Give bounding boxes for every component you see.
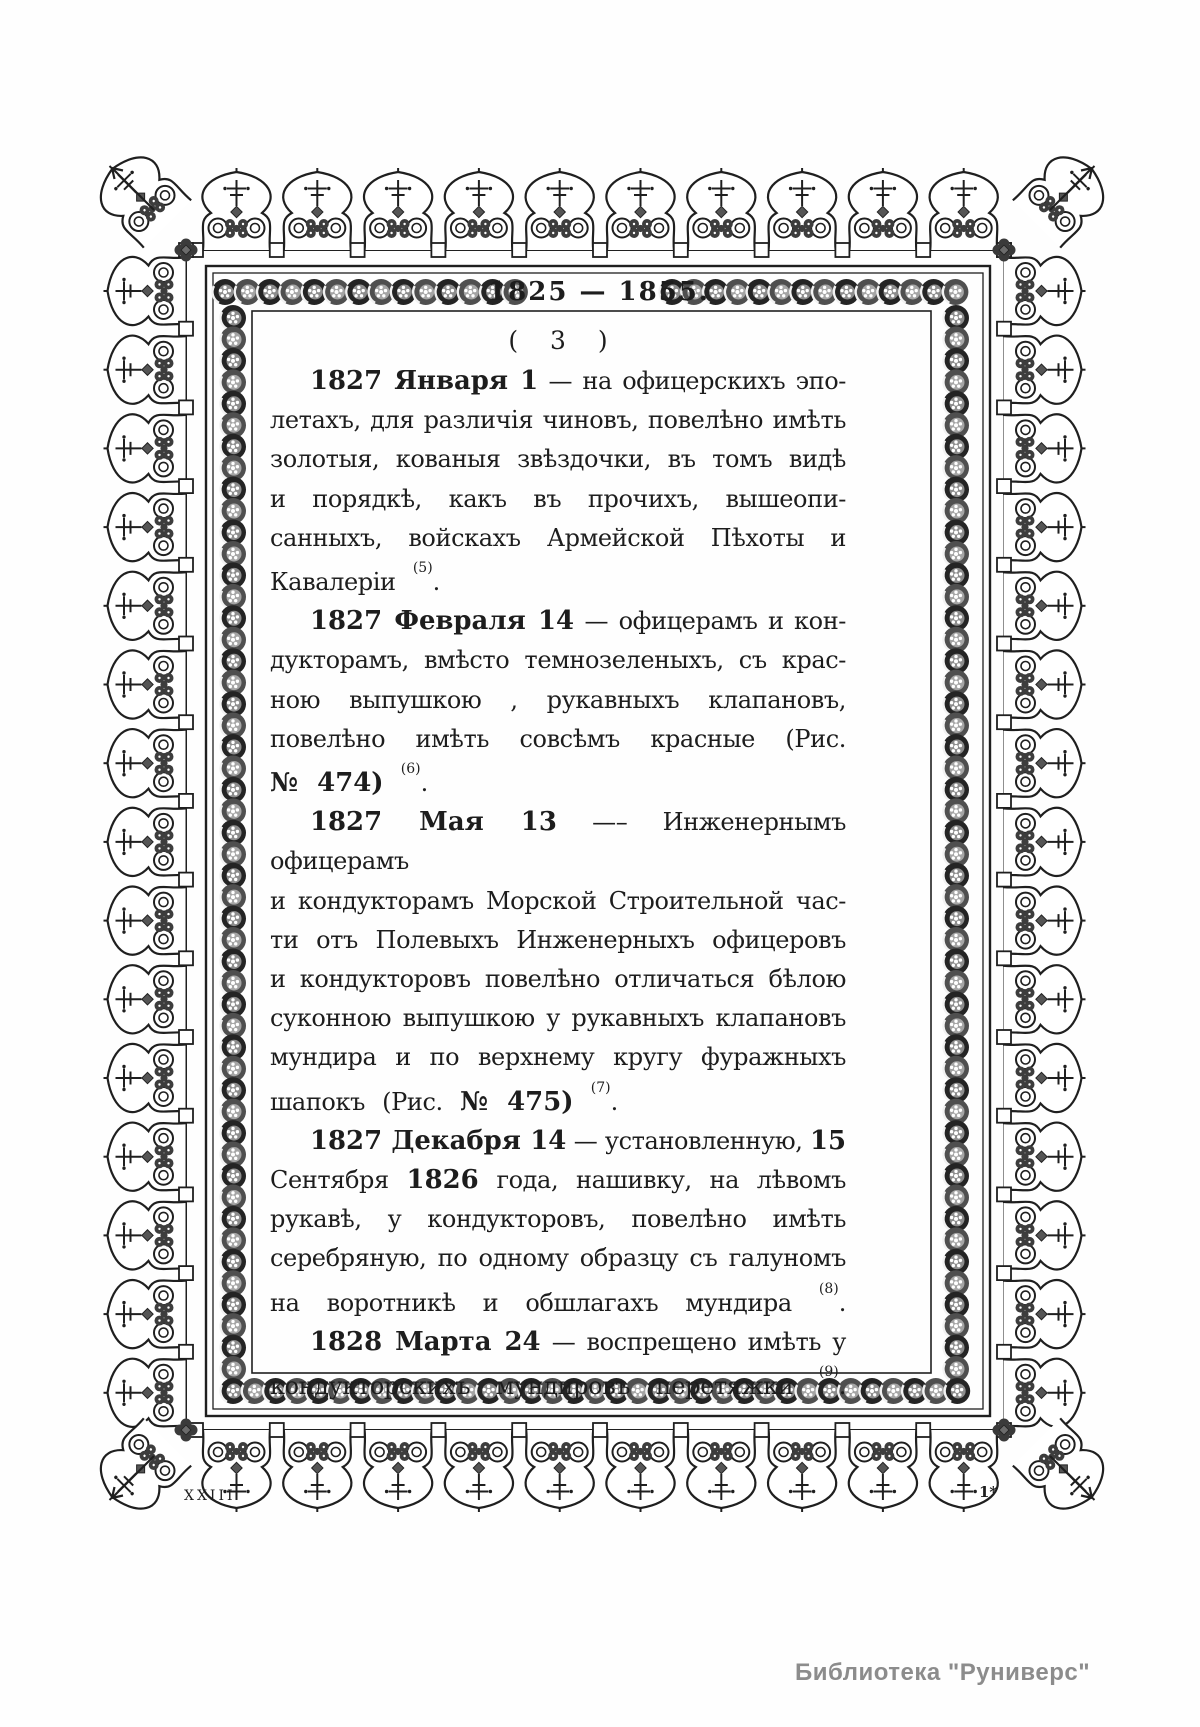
crenel-square [674,1423,688,1437]
palmette-motif-top [687,168,755,250]
crenel-square [179,794,193,808]
crenel-square [270,1423,284,1437]
header-year-range: 1825 — 1855. [488,277,710,307]
crenel-square [179,1345,193,1359]
palmette-motif-bottom [445,1430,513,1512]
palmette-motif-right [1004,493,1086,561]
crenel-square [997,479,1011,493]
palmette-motif-left [104,572,186,640]
palmette-motif-top [364,168,432,250]
palmette-motif-top [768,168,836,250]
crenel-square [270,243,284,257]
palmette-motif-right [1004,1280,1086,1348]
crenel-square [512,243,526,257]
text-line: мундира и по верхнему кругу фуражныхъ [270,1043,846,1072]
crenel-square [431,1423,445,1437]
text-line: на воротникѣ и обшлагахъ мундира $^{(8)}$. [270,1280,846,1317]
text-line: и кондукторамъ Морской Строительной час- [270,886,846,915]
palmette-motif-left [104,965,186,1033]
palmette-motif-right [1004,336,1086,404]
crenel-square [179,951,193,965]
rosette-stamp [944,1378,970,1404]
runivers-watermark: Библиотека "Руниверс" [795,1659,1091,1686]
text-line: серебряную, по одному образцу съ галуномъ [270,1244,846,1273]
text-line: ти отъ Полевыхъ Инженерныхъ офицеровъ [270,925,846,954]
crenel-square [179,1109,193,1123]
text-line: шапокъ (Рис. № 475) $^{(7)}$. [270,1079,618,1117]
text-line: Сентября 1826 года, нашивку, на лѣвомъ [270,1165,846,1196]
palmette-motif-left [104,1201,186,1269]
palmette-motif-left [104,650,186,718]
crenel-square [179,1030,193,1044]
text-line: 1827 Декабря 14 — установленную, 15 [310,1125,846,1156]
crenel-square [179,1187,193,1201]
palmette-motif-right [1004,729,1086,797]
text-line: ною выпушкою , рукавныхъ клапановъ, [270,685,846,714]
crenel-square [916,1423,930,1437]
text-line: суконною выпушкою у рукавныхъ клапановъ [270,1004,846,1033]
palmette-motif-left [104,1280,186,1348]
palmette-motif-bottom [849,1430,917,1512]
palmette-motif-bottom [283,1430,351,1512]
palmette-motif-top [849,168,917,250]
palmette-motif-right [1004,1044,1086,1112]
crenel-square [593,243,607,257]
palmette-motif-left [104,729,186,797]
crenel-square [179,322,193,336]
signature-mark-right: 1* [979,1483,998,1501]
crenel-square [835,243,849,257]
crenel-square [431,243,445,257]
text-line: 1827 Января 1 — на офицерскихъ эпо- [310,366,846,396]
palmette-motif-top [283,168,351,250]
leaf-arrow-corner [1012,1418,1118,1524]
palmette-motif-right [1004,414,1086,482]
text-line: повелѣно имѣть совсѣмъ красные (Рис. [270,724,846,753]
crenel-square [179,558,193,572]
leaf-arrow-corner [85,1418,191,1524]
palmette-motif-right [1004,1201,1086,1269]
text-line: дукторамъ, вмѣсто темнозеленыхъ, съ крас- [270,646,846,675]
text-line: золотыя, кованыя звѣздочки, въ томъ видѣ [270,445,846,474]
palmette-motif-right [1004,650,1086,718]
crenel-square [997,400,1011,414]
signature-mark-left: XXIII [184,1488,236,1504]
crenel-square [179,1266,193,1280]
text-line: 1827 Мая 13 —– Инженернымъ офицерамъ [270,807,846,876]
crenel-square [179,400,193,414]
palmette-motif-left [104,414,186,482]
crenel-square [179,479,193,493]
crenel-square [997,637,1011,651]
text-line: № 474) $^{(6)}$. [270,761,428,799]
palmette-motif-right [1004,965,1086,1033]
palmette-motif-top [526,168,594,250]
palmette-motif-bottom [768,1430,836,1512]
palmette-motif-right [1004,886,1086,954]
text-line: кондукторскихъ мундировъ перетяжки $^{(9)}$. [270,1364,846,1401]
palmette-motif-right [1004,1359,1086,1427]
palmette-motif-left [104,336,186,404]
crenel-square [997,1187,1011,1201]
crenel-square [916,243,930,257]
palmette-motif-bottom [687,1430,755,1512]
palmette-motif-right [1004,572,1086,640]
rosette-stamp [942,279,968,305]
text-line: и порядкѣ, какъ въ прочихъ, вышеопи- [270,484,846,513]
text-line: рукавѣ, у кондукторовъ, повелѣно имѣть [270,1205,846,1234]
text-line: и кондукторовъ повелѣно отличаться бѣлою [270,965,846,994]
crenel-square [835,1423,849,1437]
palmette-motif-right [1004,808,1086,876]
palmette-motif-left [104,808,186,876]
palmette-motif-left [104,1123,186,1191]
palmette-motif-left [104,257,186,325]
text-line: летахъ, для различія чиновъ, повелѣно имѣть [270,406,846,435]
crenel-square [997,1109,1011,1123]
palmette-motif-top [930,168,998,250]
crenel-square [512,1423,526,1437]
crenel-square [674,243,688,257]
palmette-motif-bottom [364,1430,432,1512]
crenel-square [997,1030,1011,1044]
leaf-arrow-corner [1012,142,1118,248]
crenel-square [179,637,193,651]
text-line: санныхъ, войскахъ Армейской Пѣхоты и [270,523,846,552]
crenel-square [351,243,365,257]
crenel-square [755,1423,769,1437]
palmette-motif-top [445,168,513,250]
crenel-square [997,951,1011,965]
page-number: ( 3 ) [508,326,608,355]
palmette-motif-left [104,1044,186,1112]
crenel-square [179,715,193,729]
palmette-motif-left [104,1359,186,1427]
crenel-square [997,558,1011,572]
crenel-square [997,1345,1011,1359]
crenel-square [179,873,193,887]
leaf-arrow-corner [85,142,191,248]
palmette-motif-left [104,493,186,561]
text-line: Кавалеріи $^{(5)}$. [270,560,440,597]
crenel-square [755,243,769,257]
crenel-square [351,1423,365,1437]
palmette-motif-top [202,168,270,250]
crenel-square [997,1266,1011,1280]
crenel-square [997,794,1011,808]
crenel-square [997,873,1011,887]
crenel-square [997,715,1011,729]
body-text [270,362,846,1406]
crenel-square [593,1423,607,1437]
palmette-motif-bottom [526,1430,594,1512]
text-line: 1828 Марта 24 — воспрещено имѣть у [310,1326,846,1357]
text-line: 1827 Февраля 14 — офицерамъ и кон- [310,606,846,637]
palmette-motif-top [606,168,674,250]
crenel-square [997,322,1011,336]
palmette-motif-bottom [606,1430,674,1512]
palmette-motif-left [104,886,186,954]
palmette-motif-right [1004,257,1086,325]
palmette-motif-right [1004,1123,1086,1191]
